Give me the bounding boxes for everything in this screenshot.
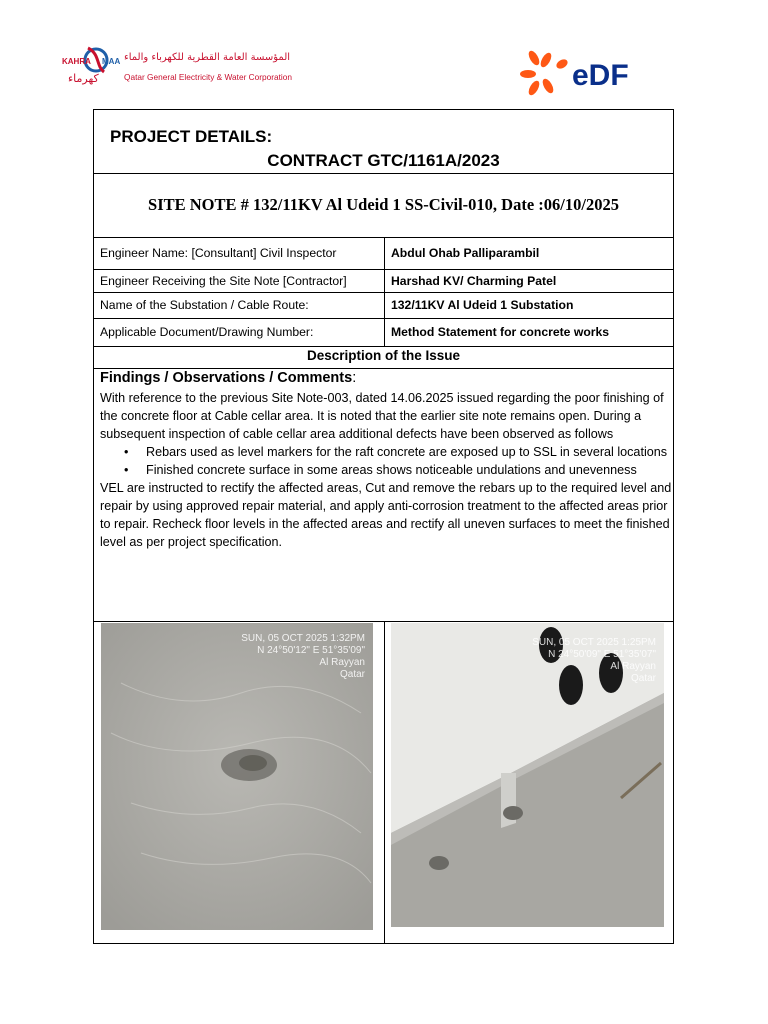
findings-section: [94, 368, 673, 622]
contract-number: CONTRACT GTC/1161A/2023: [267, 151, 500, 170]
details-label: Engineer Name: [Consultant] Civil Inspector: [100, 246, 337, 260]
photos-row: [94, 621, 673, 944]
kahramaa-arabic-name: المؤسسة العامة القطرية للكهرباء والماء: [124, 52, 291, 63]
findings-heading: Findings / Observations / Comments:: [100, 370, 357, 386]
details-row-substation: [94, 292, 673, 319]
details-value: Harshad KV/ Charming Patel: [391, 273, 557, 288]
details-label: Engineer Receiving the Site Note [Contractor]: [100, 273, 347, 288]
details-value: Method Statement for concrete works: [391, 325, 610, 339]
photo-concrete-floor: [101, 623, 373, 930]
details-row-document: [94, 318, 673, 347]
photo-timestamp: SUN, 05 OCT 2025 1:32PM N 24°50'12" E 51°35'09" Al Rayyan Qatar: [241, 633, 365, 680]
list-item: • Rebars used as level markers for the raft concrete are exposed up to SSL in several locations: [124, 445, 668, 459]
kahramaa-brand-left: KAHRA: [62, 57, 91, 66]
description-heading: Description of the Issue: [306, 348, 461, 363]
project-details-section: [94, 110, 673, 174]
bullet-icon: •: [124, 463, 129, 477]
details-value: 132/11KV Al Udeid 1 Substation: [391, 298, 574, 312]
site-note-document: [93, 109, 674, 944]
details-label: Name of the Substation / Cable Route:: [100, 298, 309, 312]
details-row-receiver: [94, 269, 673, 293]
edf-wordmark: eDF: [572, 59, 629, 92]
photo-cable-cellar-wall: [391, 623, 664, 927]
edf-logo: [520, 50, 640, 96]
kahramaa-arabic-brand: كهرماء: [68, 72, 99, 85]
site-note-title: SITE NOTE # 132/11KV Al Udeid 1 SS-Civil-010, Date :06/10/2025: [148, 195, 619, 214]
description-heading-row: [94, 346, 673, 369]
kahramaa-brand-right: MAA: [102, 57, 121, 66]
kahramaa-logo: [60, 40, 292, 92]
site-note-header: [94, 173, 673, 238]
details-label: Applicable Document/Drawing Number:: [100, 325, 314, 339]
details-value: Abdul Ohab Palliparambil: [391, 246, 540, 260]
findings-list: [100, 443, 672, 479]
bullet-icon: •: [124, 445, 129, 459]
findings-instruction: VEL are instructed to rectify the affected areas, Cut and remove the rebars up to the required level and repair by using approved repair material, and apply anti-corrosion treatment to the affected areas prior to repair. Recheck floor levels in the affected areas and rectify all uneven surfaces to meet the finished level as per project specification.: [100, 481, 672, 549]
kahramaa-english-name: Qatar General Electricity & Water Corporation: [124, 72, 292, 82]
findings-body: [100, 389, 672, 551]
list-item: • Finished concrete surface in some areas shows noticeable undulations and unevenness: [124, 463, 637, 477]
details-row-engineer: [94, 237, 673, 270]
findings-intro: With reference to the previous Site Note-003, dated 14.06.2025 issued regarding the poor finishing of the concrete floor at Cable cellar area. It is noted that the earlier site note remains open. During a subsequent inspection of cable cellar area additional defects have been observed as follows: [100, 391, 664, 441]
project-details-title: PROJECT DETAILS:: [110, 127, 273, 146]
edf-sun-icon: [520, 49, 569, 97]
photo-timestamp: SUN, 05 OCT 2025 1:25PM N 24°50'09" E 51°35'07" Al Rayyan Qatar: [532, 637, 656, 684]
